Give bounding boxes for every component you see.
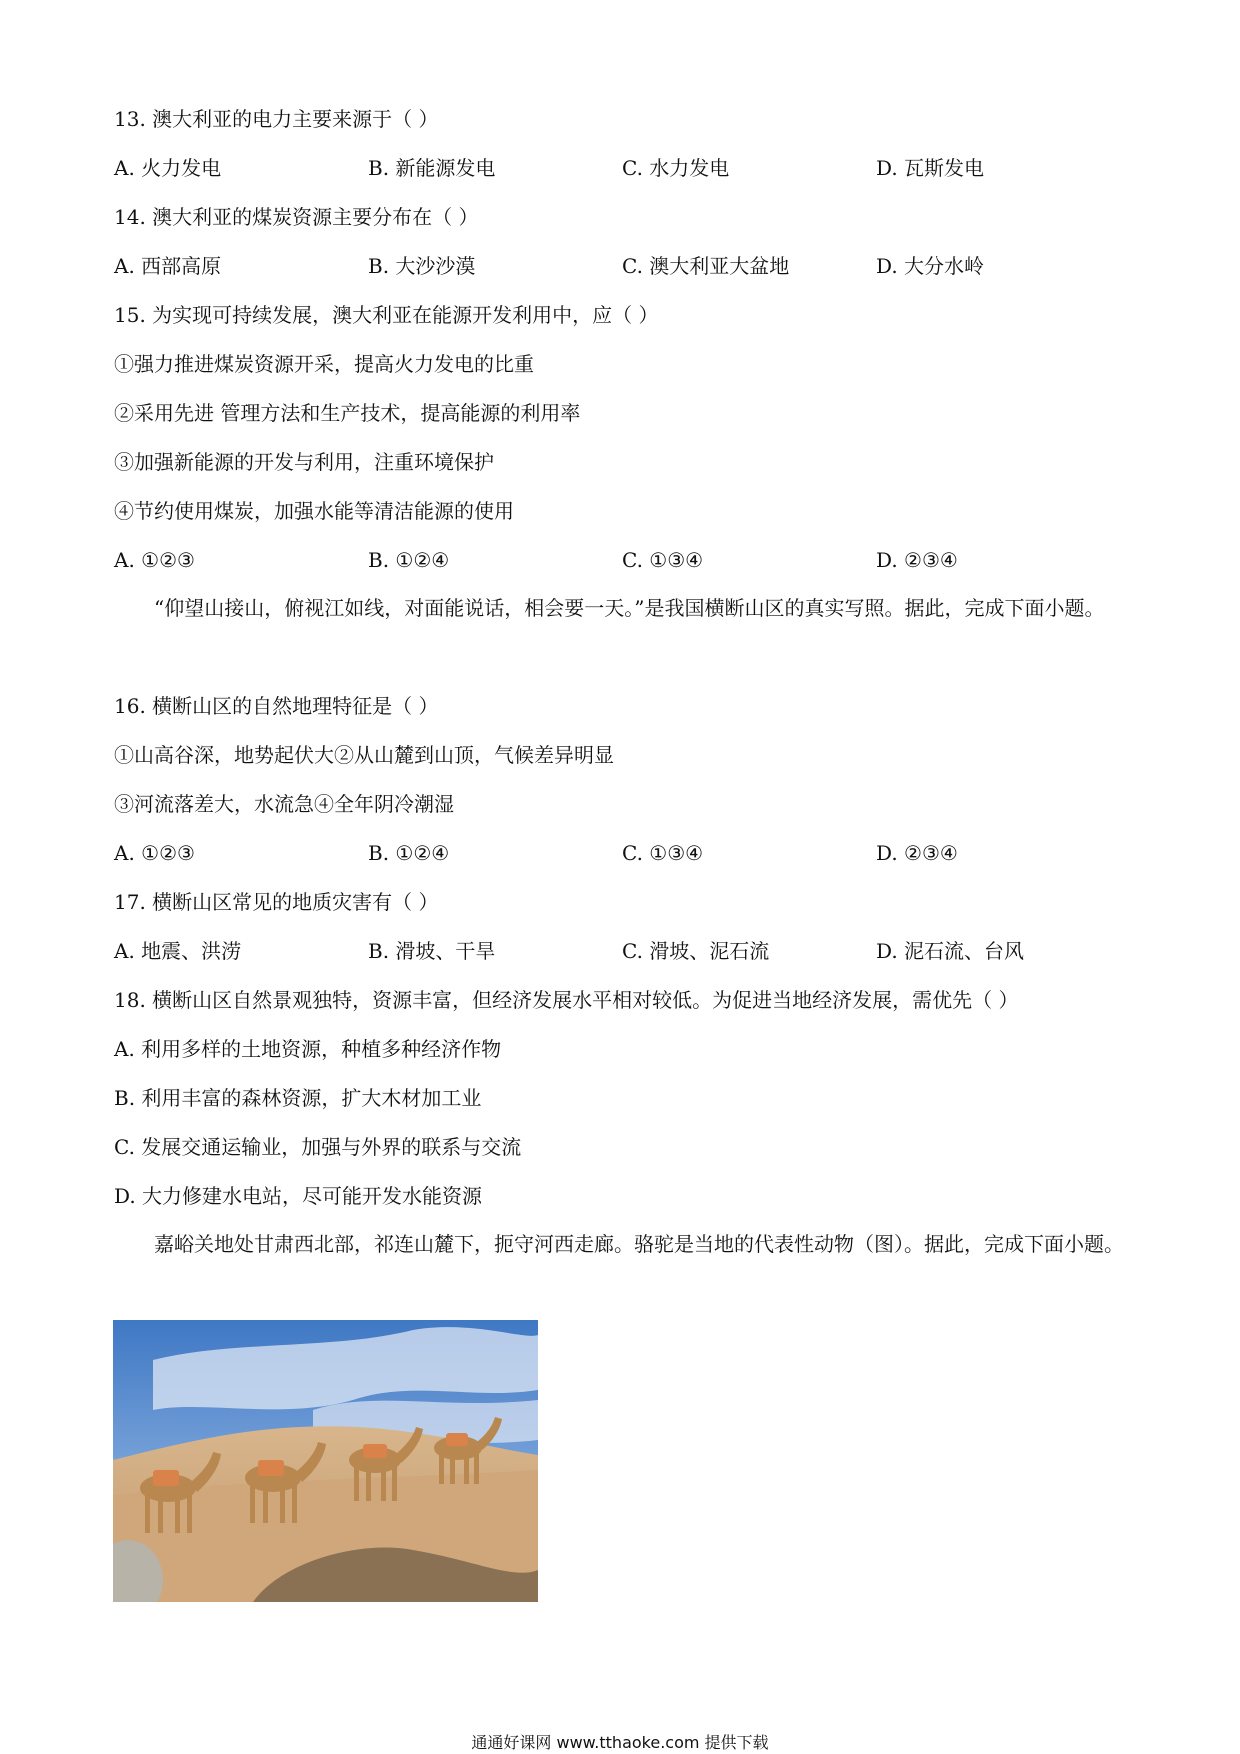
q16-item-1: ①山高谷深，地势起伏大②从山麓到山顶，气候差异明显 [114, 743, 614, 767]
q13-stem: 13. 澳大利亚的电力主要来源于（ ） [114, 107, 439, 131]
q14-option-a: A. 西部高原 [114, 254, 222, 278]
q16-option-c: C. ①③④ [622, 841, 704, 865]
q15-stem: 15. 为实现可持续发展，澳大利亚在能源开发利用中，应（ ） [114, 303, 659, 327]
q16-option-b: B. ①②④ [368, 841, 450, 865]
camel-desert-photo [113, 1320, 538, 1602]
q18-option-d: D. 大力修建水电站，尽可能开发水能资源 [114, 1184, 483, 1208]
q17-option-a: A. 地震、洪涝 [114, 939, 242, 963]
q14-option-c: C. 澳大利亚大盆地 [622, 254, 790, 278]
q15-item-2: ②采用先进 管理方法和生产技术，提高能源的利用率 [114, 401, 581, 425]
q15-item-3: ③加强新能源的开发与利用，注重环境保护 [114, 450, 494, 474]
q17-option-c: C. 滑坡、泥石流 [622, 939, 770, 963]
q13-option-b: B. 新能源发电 [368, 156, 496, 180]
q15-item-4: ④节约使用煤炭，加强水能等清洁能源的使用 [114, 499, 514, 523]
q15-option-d: D. ②③④ [876, 548, 958, 572]
q18-option-b: B. 利用丰富的森林资源，扩大木材加工业 [114, 1086, 482, 1110]
q16-option-a: A. ①②③ [114, 841, 195, 865]
q14-stem: 14. 澳大利亚的煤炭资源主要分布在（ ） [114, 205, 479, 229]
q16-option-d: D. ②③④ [876, 841, 958, 865]
q14-option-d: D. 大分水岭 [876, 254, 985, 278]
passage-jiayuguan: 嘉峪关地处甘肃西北部，祁连山麓下，扼守河西走廊。骆驼是当地的代表性动物（图）。据此，完成下面小题。 [154, 1232, 1124, 1256]
q13-option-d: D. 瓦斯发电 [876, 156, 985, 180]
q16-stem: 16. 横断山区的自然地理特征是（ ） [114, 694, 439, 718]
q17-stem: 17. 横断山区常见的地质灾害有（ ） [114, 890, 439, 914]
page-footer: 通通好课网 www.tthaoke.com 提供下载 [471, 1733, 769, 1752]
q17-option-d: D. 泥石流、台风 [876, 939, 1025, 963]
q15-item-1: ①强力推进煤炭资源开采，提高火力发电的比重 [114, 352, 534, 376]
q17-option-b: B. 滑坡、干旱 [368, 939, 496, 963]
camel-desert-illustration [113, 1320, 538, 1602]
q13-option-c: C. 水力发电 [622, 156, 730, 180]
q16-item-2: ③河流落差大，水流急④全年阴冷潮湿 [114, 792, 454, 816]
q15-option-c: C. ①③④ [622, 548, 704, 572]
q18-option-c: C. 发展交通运输业，加强与外界的联系与交流 [114, 1135, 522, 1159]
q15-option-b: B. ①②④ [368, 548, 450, 572]
passage-hengduan: “仰望山接山，俯视江如线，对面能说话，相会要一天。”是我国横断山区的真实写照。据此，完成下面小题。 [154, 596, 1105, 620]
q13-option-a: A. 火力发电 [114, 156, 222, 180]
q14-option-b: B. 大沙沙漠 [368, 254, 476, 278]
q18-option-a: A. 利用多样的土地资源，种植多种经济作物 [114, 1037, 502, 1061]
q18-stem: 18. 横断山区自然景观独特，资源丰富，但经济发展水平相对较低。为促进当地经济发展，需优先（ ） [114, 988, 1019, 1012]
q15-option-a: A. ①②③ [114, 548, 195, 572]
